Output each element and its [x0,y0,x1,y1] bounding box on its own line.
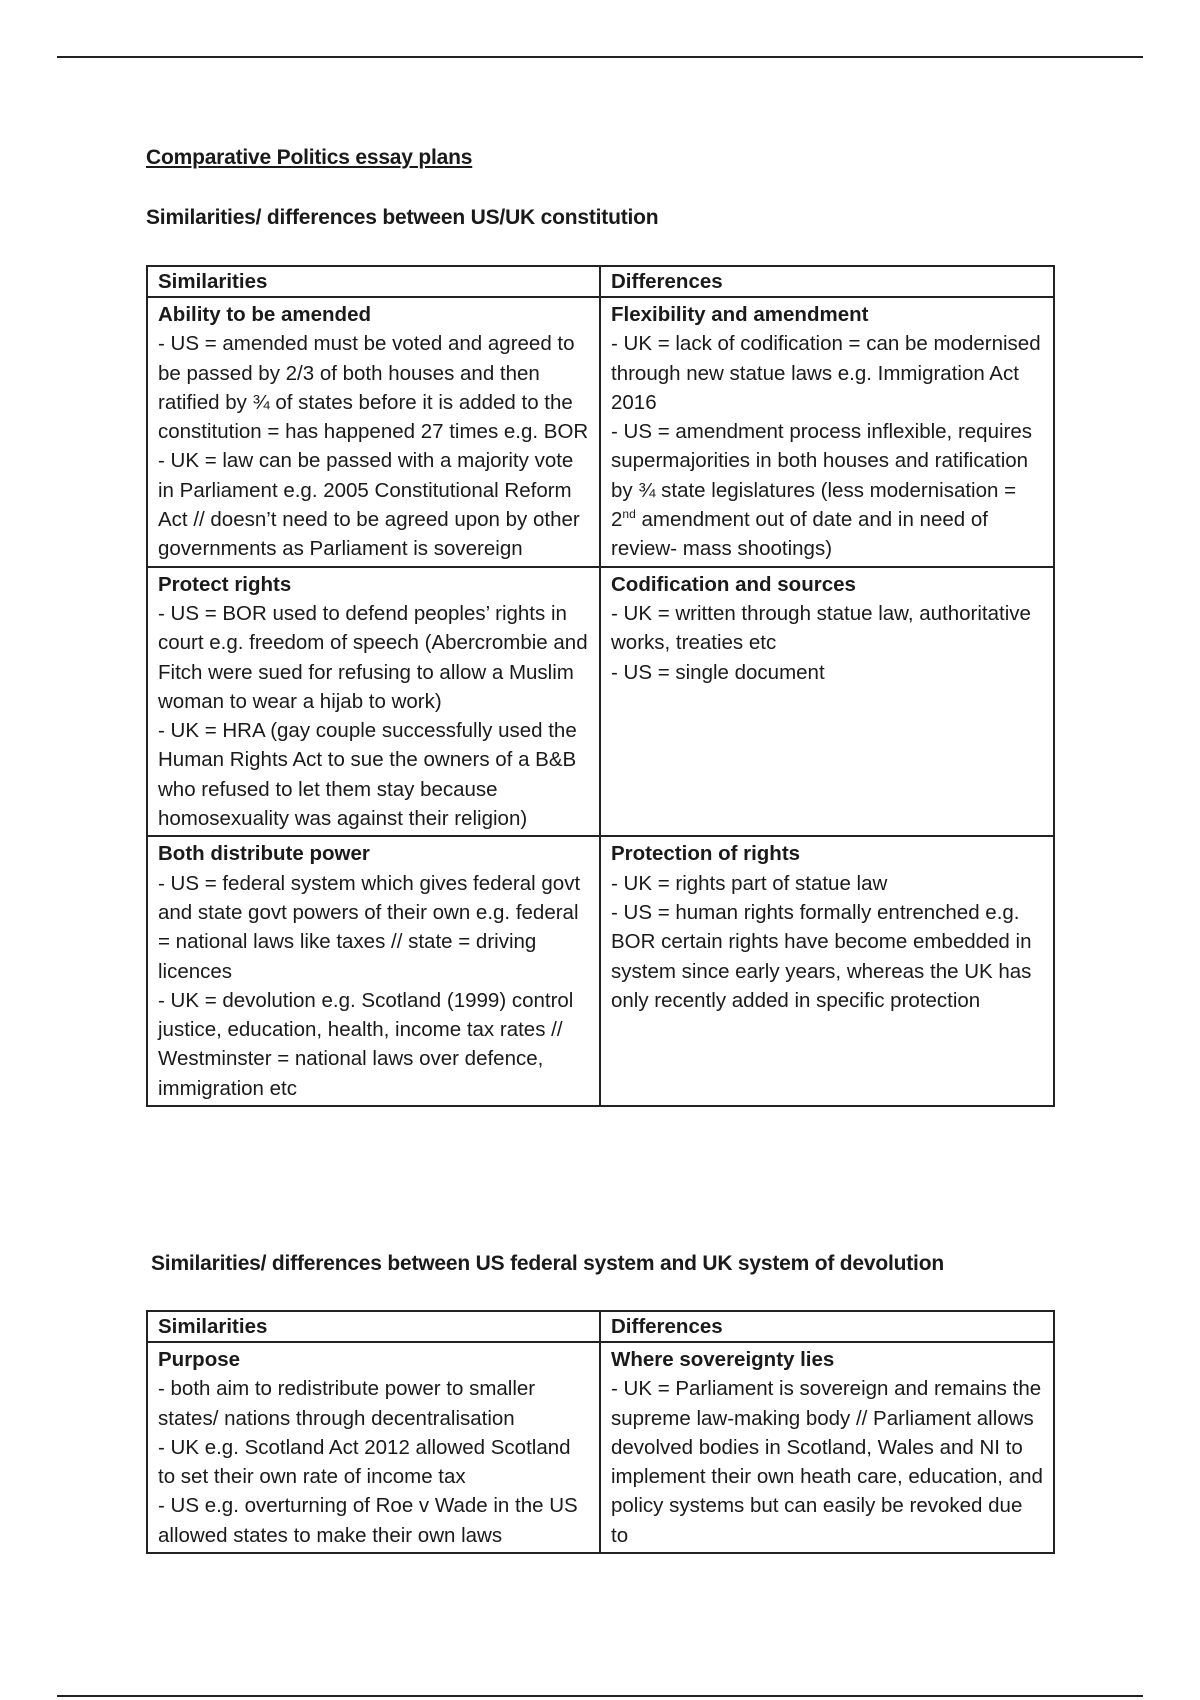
table-row [147,567,1054,837]
similarity-cell [147,1342,600,1553]
difference-cell [600,297,1054,567]
ordinal-suffix: nd [622,507,636,522]
cell-heading: Both distribute power [158,842,370,866]
table-row [147,836,1054,1106]
cell-point: - UK = HRA (gay couple successfully used the Human Rights Act to sue the owners of a B&B who refused to let them stay because homosexuality was against their religion) [158,719,577,831]
cell-point-text: amendment out of date and in need of review- mass shootings) [611,508,988,561]
table-row [147,1342,1054,1553]
cell-point: - UK = Parliament is sovereign and remains the supreme law-making body // Parliament allows devolved bodies in Scotland, Wales and NI to implement their own heath care, education, and policy systems but can easily be revoked due to [611,1377,1043,1547]
cell-point: - US = human rights formally entrenched e.g. BOR certain rights have become embedded in system since early years, whereas the UK has only recently added in specific protection [611,900,1032,1012]
cell-point: - US = federal system which gives federal govt and state govt powers of their own e.g. federal = national laws like taxes // state = driving licences [158,871,581,983]
cell-point: - US = single document [611,660,825,684]
section-heading-federalism-devolution: Similarities/ differences between US federal system and UK system of devolution [151,1252,944,1275]
cell-heading: Ability to be amended [158,303,371,326]
similarity-cell [147,567,600,837]
column-header-differences: Differences [600,1311,1054,1342]
cell-point: - both aim to redistribute power to smaller states/ nations through decentralisation [158,1377,536,1430]
difference-cell [600,567,1054,837]
cell-point-text: - US = amendment process inflexible, requires supermajorities in both houses and ratification by ¾ state legislatures (less modernisation = 2 [611,420,1033,532]
difference-cell [600,836,1054,1106]
difference-cell [600,1342,1054,1553]
cell-point: - UK = lack of codification = can be modernised through new statue laws e.g. Immigration Act 2016 [611,332,1041,414]
column-header-differences: Differences [600,266,1054,297]
cell-point: - US = BOR used to defend peoples’ rights in court e.g. freedom of speech (Abercrombie and Fitch were sued for refusing to allow a Muslim woman to wear a hijab to work) [158,601,588,713]
cell-heading: Codification and sources [611,572,856,596]
cell-heading: Purpose [158,1348,241,1371]
header-rule [57,56,1143,58]
similarity-cell [147,297,600,567]
cell-point: - UK = rights part of statue law [611,871,888,895]
cell-point: - UK = devolution e.g. Scotland (1999) control justice, education, health, income tax rates // Westminster = national laws over defence, immigration etc [158,988,574,1100]
similarity-cell [147,836,600,1106]
cell-point: - UK e.g. Scotland Act 2012 allowed Scotland to set their own rate of income tax [158,1435,571,1489]
document-title: Comparative Politics essay plans [146,146,473,169]
constitution-comparison-table [146,265,1055,1107]
cell-point [611,417,1043,563]
cell-heading: Where sovereignty lies [611,1348,835,1371]
column-header-similarities: Similarities [147,1311,600,1342]
section-heading-constitution: Similarities/ differences between US/UK constitution [146,206,659,229]
cell-point: - UK = written through statue law, authoritative works, treaties etc [611,601,1031,655]
cell-heading: Flexibility and amendment [611,303,869,326]
footer-rule [57,1695,1143,1697]
column-header-similarities: Similarities [147,266,600,297]
table-header-row [147,1311,1054,1342]
cell-point: - US e.g. overturning of Roe v Wade in the US allowed states to make their own laws [158,1494,578,1547]
cell-point: - UK = law can be passed with a majority vote in Parliament e.g. 2005 Constitutional Reform Act // doesn’t need to be agreed upon by other governments as Parliament is sovereign [158,449,580,561]
federalism-devolution-table [146,1310,1055,1554]
cell-point: - US = amended must be voted and agreed to be passed by 2/3 of both houses and then ratified by ¾ of states before it is added to the constitution = has happened 27 times e.g. BOR [158,332,589,444]
table-header-row [147,266,1054,297]
cell-heading: Protect rights [158,572,292,596]
cell-heading: Protection of rights [611,842,801,866]
table-row [147,297,1054,567]
